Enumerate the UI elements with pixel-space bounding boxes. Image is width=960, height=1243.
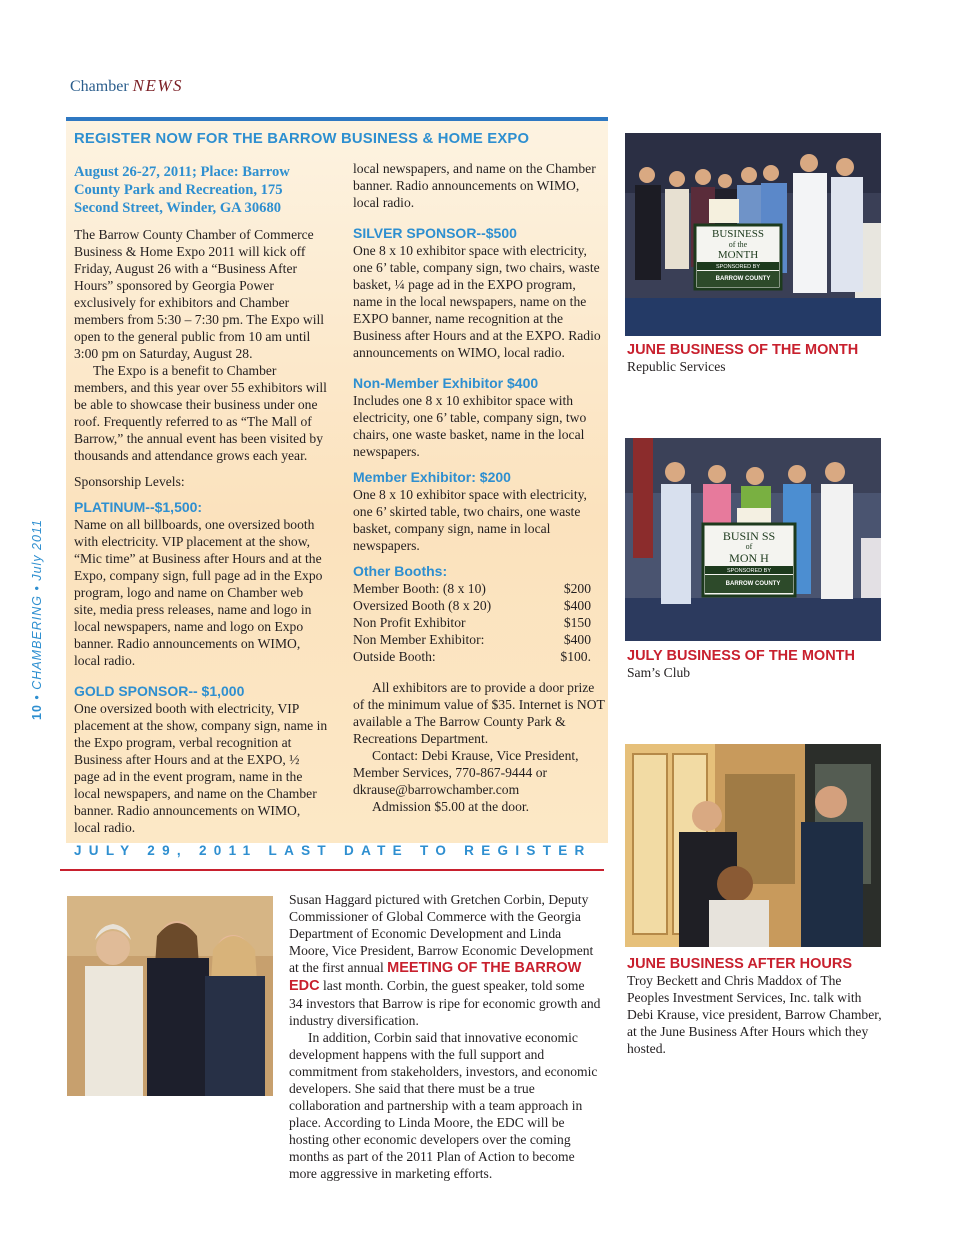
expo-column-left — [74, 163, 328, 835]
page-number: 10 — [30, 704, 44, 720]
other-booths-heading: Other Booths: — [353, 563, 448, 579]
booth-row: Non Member Exhibitor: $400 — [353, 632, 591, 647]
expo-intro: The Barrow County Chamber of Commerce Business & Home Expo 2011 will kick off Friday, August 26 with a “Business After Hours” sponsored by Georgia Power exclusively for exhibitors and Chamber members from 5:30 – 7:30 pm. The Expo will open to the general public from 10 am until 3:00 pm on Saturday, August 28. — [74, 227, 325, 361]
sign-text: MONTH — [717, 249, 759, 261]
sign-text: MON H — [729, 551, 769, 565]
sign-text: SPONSORED BY — [715, 264, 761, 270]
expo-column-right — [353, 160, 607, 815]
sign-text: of — [745, 542, 753, 551]
gold-text-continued: local newspapers, and name on the Chamber banner. Radio announcements on WIMO, local radio. — [353, 161, 596, 210]
date-line: County Park and Recreation, 175 — [74, 182, 283, 198]
caption-text: Republic Services — [627, 359, 726, 374]
section-header — [70, 76, 183, 96]
sign-text: BUSINESS — [712, 228, 764, 240]
edc-highlight: MEETING OF THE BARROW EDC — [289, 960, 582, 994]
gold-heading: GOLD SPONSOR-- $1,000 — [74, 683, 245, 699]
expo-benefit: The Expo is a benefit to Chamber members, and this year over 55 exhibitors will be able to showcase their business under one roof. Frequently referred to as “The Mall of Barrow,” the annual event has been visited by thousands and attendance grows each year. — [74, 363, 327, 463]
expo-title: REGISTER NOW FOR THE BARROW BUSINESS & HOME EXPO — [74, 131, 530, 147]
booth-row: Outside Booth: $100. — [353, 649, 591, 664]
caption-text: Sam’s Club — [627, 665, 691, 680]
booth-row: Oversized Booth (8 x 20) $400 — [353, 598, 591, 613]
sign-text: of the — [728, 240, 748, 249]
july-business-of-month-photo — [625, 438, 881, 641]
date-line: Second Street, Winder, GA 30680 — [74, 200, 282, 216]
contact-text: Contact: Debi Krause, Vice President, Member Services, 770-867-9444 or dkrause@barrowchamber.com — [353, 748, 579, 797]
silver-heading: SILVER SPONSOR--$500 — [353, 225, 517, 241]
sign-text: SPONSORED BY — [726, 568, 772, 574]
caption-title: JULY BUSINESS OF THE MONTH — [627, 648, 856, 664]
booth-row: Non Profit Exhibitor $150 — [353, 615, 591, 630]
registration-deadline: JULY 29, 2011 LAST DATE TO REGISTER — [74, 843, 592, 858]
june-bom-caption — [627, 342, 858, 375]
non-member-heading: Non-Member Exhibitor $400 — [353, 375, 539, 391]
sign-text: BARROW COUNTY — [715, 276, 771, 282]
member-text: One 8 x 10 exhibitor space with electricity, one 6’ skirted table, two chairs, one waste basket, company sign, name in local newspapers. — [353, 487, 587, 553]
divider — [60, 869, 604, 871]
issue-date: July 2011 — [30, 519, 44, 581]
door-prize-text: All exhibitors are to provide a door prize of the minimum value of $35. Internet is NOT available a The Barrow County Park & Recreations Department. — [353, 680, 605, 746]
header-news-label: NEWS — [132, 76, 184, 95]
edc-meeting-photo — [67, 896, 273, 1096]
page-footer-side-label — [30, 510, 54, 720]
edc-article — [289, 891, 601, 1182]
platinum-text: Name on all billboards, one oversized booth with electricity. VIP placement at the show, “Mic time” at Business after Hours and at the Expo, company sign, full page ad in the Expo program, logo and name on Chamber web site, media press releases, name and logo in local newspapers, name and logo on Expo banner. Radio announcements on WIMO, local radio. — [74, 517, 323, 668]
platinum-heading: PLATINUM--$1,500: — [74, 499, 203, 515]
sign-text: BUSIN SS — [722, 529, 776, 543]
admission-text: Admission $5.00 at the door. — [372, 799, 530, 814]
separator: • — [30, 585, 44, 591]
caption-title: JUNE BUSINESS OF THE MONTH — [627, 342, 859, 358]
booth-row: Member Booth: (8 x 10) $200 — [353, 581, 591, 596]
header-chamber-label: Chamber — [70, 78, 129, 95]
silver-text: One 8 x 10 exhibitor space with electricity, one 6’ table, company sign, two chairs, waste basket, ¼ page ad in the EXPO program, name in the local newspapers, name on the EXPO banner, name recognition at the Business after Hours and at the EXPO. Radio announcements on WIMO, local radio. — [353, 243, 601, 360]
july-bom-caption — [627, 648, 855, 681]
june-business-of-month-photo — [625, 133, 881, 336]
publication-name: CHAMBERING — [30, 595, 44, 690]
expo-date-place — [74, 163, 328, 217]
date-line: August 26-27, 2011; Place: Barrow — [74, 164, 290, 180]
edc-paragraph-2: In addition, Corbin said that innovative economic development happens with the full support and commitment from stakeholders, investors, and economic developers. She said that there must be a true collaboration and partnership with a team approach in place. According to Linda Moore, the EDC will be hosting other economic developers over the coming months as part of the 2011 Plan of Action to become more aggressive in marketing efforts. — [289, 1030, 598, 1181]
june-bah-caption — [627, 956, 887, 1057]
non-member-text: Includes one 8 x 10 exhibitor space with electricity, one 6’ table, company sign, two chairs, one waste basket, name in the local newspapers. — [353, 393, 587, 459]
edc-paragraph-1: Susan Haggard pictured with Gretchen Corbin, Deputy Commissioner of Global Commerce with the Georgia Department of Economic Development and Linda Moore, Vice President, Barrow Economic Development at the first annual MEETING OF THE BARROW EDC last month. Corbin, the guest speaker, told some 34 investors that Barrow is ripe for economic growth and industry diversification. — [289, 892, 601, 1028]
separator: • — [30, 694, 44, 700]
sponsorship-levels-label: Sponsorship Levels: — [74, 474, 185, 489]
caption-title: JUNE BUSINESS AFTER HOURS — [627, 956, 853, 972]
member-heading: Member Exhibitor: $200 — [353, 469, 511, 485]
june-business-after-hours-photo — [625, 744, 881, 947]
sign-text: BARROW COUNTY — [725, 581, 781, 587]
booth-price-list — [353, 580, 591, 665]
caption-text: Troy Beckett and Chris Maddox of The Peoples Investment Services, Inc. talk with Debi Krause, vice president, Barrow Chamber, at the June Business After Hours which they hosted. — [627, 973, 882, 1056]
gold-text: One oversized booth with electricity, VIP placement at the show, company sign, name in the Expo program, verbal recognition at Business after Hours and at the EXPO, ½ page ad in the event program, name in the local newspapers, and name on the Chamber banner. Radio announcements on WIMO, local radio. — [74, 701, 328, 835]
